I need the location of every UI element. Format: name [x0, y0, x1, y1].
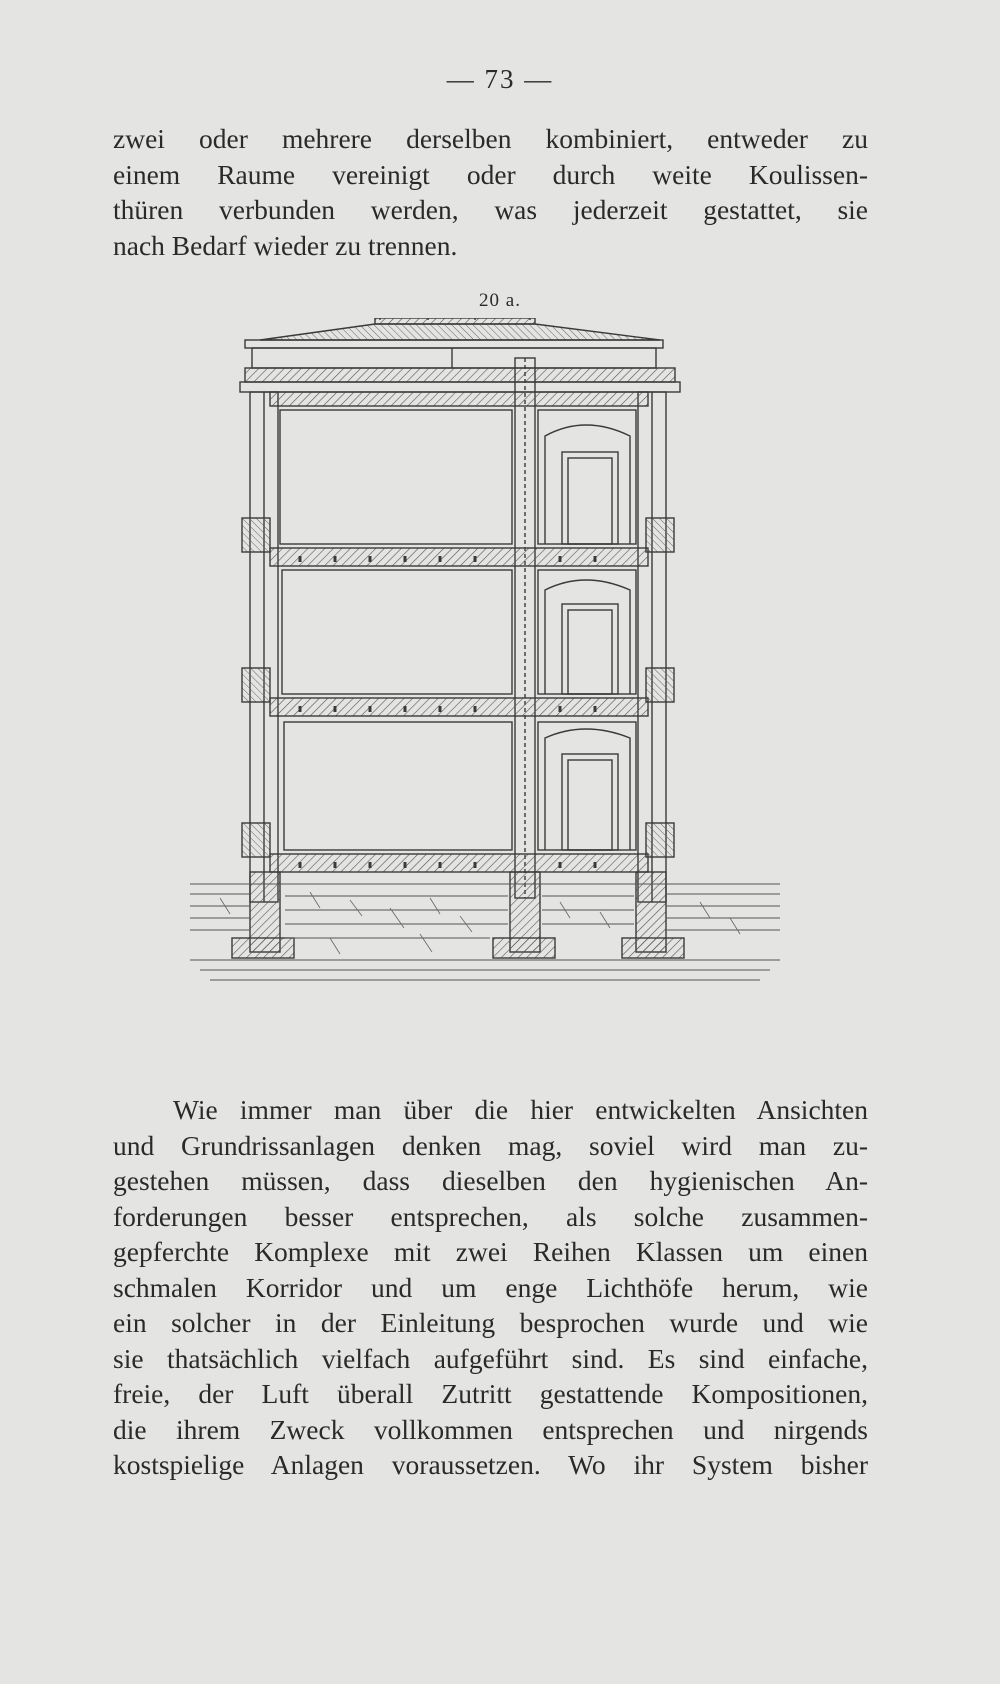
text-line: und Grundrissanlagen denken mag, soviel wird man zu- — [113, 1129, 868, 1161]
text-line: sie thatsächlich vielfach aufgeführt sind. Es sind einfache, — [113, 1342, 868, 1374]
text-line: schmalen Korridor und um enge Lichthöfe herum, wie — [113, 1271, 868, 1303]
text-line: freie, der Luft überall Zutritt gestattende Kompositionen, — [113, 1378, 868, 1409]
building-section-drawing — [190, 318, 780, 1063]
figure-label: 20 a. — [479, 290, 521, 311]
text-line: ein solcher in der Einleitung besprochen wurde und wie — [113, 1307, 868, 1338]
text-line: einem Raume vereinigt oder durch weite Koulissen- — [113, 158, 868, 190]
page-number: — 73 — — [446, 64, 554, 94]
text-line: zwei oder mehrere derselben kombiniert, entweder zu — [113, 123, 868, 154]
text-line: gestehen müssen, dass dieselben den hygienischen An- — [113, 1165, 868, 1196]
building-section-figure — [190, 318, 780, 1063]
paragraph-top — [113, 121, 868, 263]
text-line: thüren verbunden werden, was jederzeit gestattet, sie — [113, 194, 868, 225]
text-line: Wie immer man über die hier entwickelten Ansichten — [173, 1094, 868, 1125]
text-line: nach Bedarf wieder zu trennen. — [113, 229, 458, 261]
paragraph-bottom — [113, 1092, 868, 1483]
text-line: kostspielige Anlagen voraussetzen. Wo ihr System bisher — [113, 1449, 868, 1480]
text-line: forderungen besser entsprechen, als solche zusammen- — [113, 1200, 868, 1232]
text-line: gepferchte Komplexe mit zwei Reihen Klassen um einen — [113, 1236, 868, 1267]
text-line: die ihrem Zweck vollkommen entsprechen und nirgends — [113, 1413, 868, 1445]
